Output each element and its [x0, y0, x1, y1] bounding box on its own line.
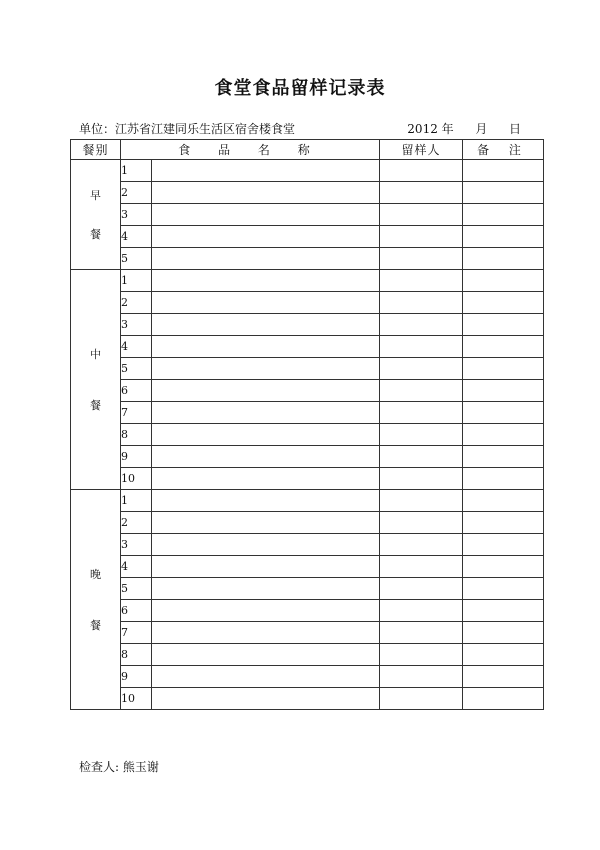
date-year: 2012 年 — [407, 122, 454, 136]
food-name-cell[interactable] — [152, 270, 380, 292]
notes-cell[interactable] — [463, 314, 544, 336]
food-name-cell[interactable] — [152, 600, 380, 622]
keeper-cell[interactable] — [380, 270, 463, 292]
table-row — [71, 666, 544, 688]
table-row — [71, 534, 544, 556]
notes-cell[interactable] — [463, 336, 544, 358]
keeper-cell[interactable] — [380, 600, 463, 622]
notes-cell[interactable] — [463, 358, 544, 380]
keeper-cell[interactable] — [380, 380, 463, 402]
food-name-cell[interactable] — [152, 468, 380, 490]
keeper-cell[interactable] — [380, 512, 463, 534]
table-row — [71, 204, 544, 226]
table-row — [71, 160, 544, 182]
food-name-cell[interactable] — [152, 292, 380, 314]
table-row — [71, 622, 544, 644]
meal-char: 早 — [90, 188, 101, 202]
food-name-cell[interactable] — [152, 622, 380, 644]
keeper-cell[interactable] — [380, 622, 463, 644]
row-number: 8 — [121, 644, 152, 666]
food-name-cell[interactable] — [152, 336, 380, 358]
row-number: 1 — [121, 490, 152, 512]
keeper-cell[interactable] — [380, 336, 463, 358]
checker-line — [79, 758, 159, 775]
notes-cell[interactable] — [463, 556, 544, 578]
row-number: 4 — [121, 226, 152, 248]
notes-cell[interactable] — [463, 666, 544, 688]
row-number: 5 — [121, 248, 152, 270]
meal-char: 餐 — [90, 398, 101, 412]
table-row — [71, 358, 544, 380]
food-name-cell[interactable] — [152, 204, 380, 226]
table-row — [71, 688, 544, 710]
checker-label: 检查人: — [79, 760, 120, 774]
keeper-cell[interactable] — [380, 556, 463, 578]
food-name-cell[interactable] — [152, 182, 380, 204]
notes-cell[interactable] — [463, 402, 544, 424]
table-row — [71, 556, 544, 578]
row-number: 5 — [121, 358, 152, 380]
keeper-cell[interactable] — [380, 468, 463, 490]
header-keeper: 留样人 — [380, 140, 463, 160]
keeper-cell[interactable] — [380, 424, 463, 446]
row-number: 10 — [121, 688, 152, 710]
row-number: 5 — [121, 578, 152, 600]
table-row — [71, 512, 544, 534]
keeper-cell[interactable] — [380, 160, 463, 182]
food-name-cell[interactable] — [152, 666, 380, 688]
food-name-cell[interactable] — [152, 402, 380, 424]
notes-cell[interactable] — [463, 204, 544, 226]
header-meal: 餐别 — [71, 140, 121, 160]
keeper-cell[interactable] — [380, 226, 463, 248]
table-row — [71, 402, 544, 424]
document-title: 食堂食品留样记录表 — [214, 78, 386, 99]
table-row — [71, 248, 544, 270]
food-name-cell[interactable] — [152, 160, 380, 182]
meal-char: 中 — [90, 347, 101, 361]
unit-line — [79, 120, 541, 136]
notes-cell[interactable] — [463, 600, 544, 622]
notes-cell[interactable] — [463, 644, 544, 666]
date-day: 日 — [508, 122, 521, 136]
row-number: 9 — [121, 666, 152, 688]
notes-cell[interactable] — [463, 534, 544, 556]
food-name-cell[interactable] — [152, 358, 380, 380]
row-number: 7 — [121, 622, 152, 644]
keeper-cell[interactable] — [380, 204, 463, 226]
keeper-cell[interactable] — [380, 688, 463, 710]
row-number: 2 — [121, 182, 152, 204]
date-month: 月 — [475, 122, 488, 136]
keeper-cell[interactable] — [380, 182, 463, 204]
table-row — [71, 490, 544, 512]
row-number: 6 — [121, 380, 152, 402]
food-name-cell[interactable] — [152, 578, 380, 600]
table-row — [71, 270, 544, 292]
notes-cell[interactable] — [463, 292, 544, 314]
food-name-cell[interactable] — [152, 490, 380, 512]
meal-char: 晚 — [90, 567, 101, 581]
header-food-name: 食 品 名 称 — [121, 140, 380, 160]
notes-cell[interactable] — [463, 446, 544, 468]
keeper-cell[interactable] — [380, 248, 463, 270]
keeper-cell[interactable] — [380, 644, 463, 666]
notes-cell[interactable] — [463, 490, 544, 512]
table-row — [71, 468, 544, 490]
keeper-cell[interactable] — [380, 292, 463, 314]
table-row — [71, 182, 544, 204]
table-row — [71, 424, 544, 446]
meal-cell-breakfast — [71, 160, 121, 270]
food-name-cell[interactable] — [152, 248, 380, 270]
checker-name: 熊玉谢 — [122, 760, 159, 774]
food-name-cell[interactable] — [152, 556, 380, 578]
keeper-cell[interactable] — [380, 358, 463, 380]
table-row — [71, 446, 544, 468]
row-number: 1 — [121, 270, 152, 292]
food-name-cell[interactable] — [152, 380, 380, 402]
row-number: 7 — [121, 402, 152, 424]
keeper-cell[interactable] — [380, 446, 463, 468]
unit-label: 单位：江苏省江建同乐生活区宿舍楼食堂 — [79, 122, 296, 136]
notes-cell[interactable] — [463, 424, 544, 446]
keeper-cell[interactable] — [380, 578, 463, 600]
date-field — [407, 120, 521, 137]
table-row — [71, 644, 544, 666]
notes-cell[interactable] — [463, 182, 544, 204]
food-name-cell[interactable] — [152, 226, 380, 248]
row-number: 4 — [121, 336, 152, 358]
header-notes: 备 注 — [463, 140, 544, 160]
notes-cell[interactable] — [463, 270, 544, 292]
row-number: 2 — [121, 292, 152, 314]
row-number: 6 — [121, 600, 152, 622]
notes-cell[interactable] — [463, 578, 544, 600]
food-name-cell[interactable] — [152, 314, 380, 336]
table-row — [71, 600, 544, 622]
food-name-cell[interactable] — [152, 688, 380, 710]
row-number: 1 — [121, 160, 152, 182]
notes-cell[interactable] — [463, 380, 544, 402]
row-number: 3 — [121, 534, 152, 556]
food-name-cell[interactable] — [152, 534, 380, 556]
keeper-cell[interactable] — [380, 314, 463, 336]
meal-char: 餐 — [90, 618, 101, 632]
table-row — [71, 380, 544, 402]
header-row — [71, 140, 544, 160]
food-name-cell[interactable] — [152, 512, 380, 534]
keeper-cell[interactable] — [380, 666, 463, 688]
keeper-cell[interactable] — [380, 534, 463, 556]
food-name-cell[interactable] — [152, 424, 380, 446]
row-number: 3 — [121, 204, 152, 226]
notes-cell[interactable] — [463, 512, 544, 534]
row-number: 3 — [121, 314, 152, 336]
row-number: 9 — [121, 446, 152, 468]
row-number: 2 — [121, 512, 152, 534]
row-number: 8 — [121, 424, 152, 446]
notes-cell[interactable] — [463, 622, 544, 644]
meal-cell-dinner — [71, 490, 121, 710]
meal-cell-lunch — [71, 270, 121, 490]
meal-char: 餐 — [90, 227, 101, 241]
table-row — [71, 292, 544, 314]
table-row — [71, 314, 544, 336]
keeper-cell[interactable] — [380, 490, 463, 512]
row-number: 10 — [121, 468, 152, 490]
notes-cell[interactable] — [463, 468, 544, 490]
food-name-cell[interactable] — [152, 644, 380, 666]
notes-cell[interactable] — [463, 160, 544, 182]
table-row — [71, 336, 544, 358]
table-row — [71, 226, 544, 248]
notes-cell[interactable] — [463, 226, 544, 248]
food-name-cell[interactable] — [152, 446, 380, 468]
notes-cell[interactable] — [463, 688, 544, 710]
row-number: 4 — [121, 556, 152, 578]
food-sample-table — [70, 139, 544, 710]
keeper-cell[interactable] — [380, 402, 463, 424]
notes-cell[interactable] — [463, 248, 544, 270]
table-row — [71, 578, 544, 600]
